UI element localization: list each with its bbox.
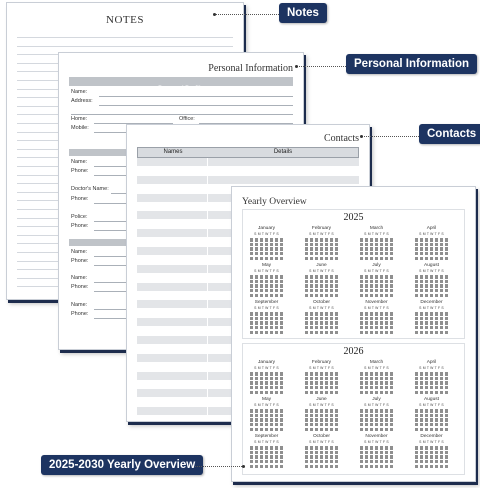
- week-row: [415, 423, 448, 426]
- month-calendar: [248, 397, 285, 432]
- day-header: S M T W T F S: [309, 269, 334, 273]
- week-row: [250, 377, 283, 380]
- month-calendar: [248, 360, 285, 395]
- month-name: December: [420, 300, 443, 305]
- callout-yearly-leader: [195, 466, 242, 467]
- week-row: [305, 294, 338, 297]
- week-row: [360, 446, 393, 449]
- contacts-row-divider: [207, 265, 208, 273]
- day-header: S M T W T F S: [419, 232, 444, 236]
- week-row: [250, 414, 283, 417]
- personal-profile-header-label: Personal Profile: [158, 86, 204, 92]
- week-row: [415, 451, 448, 454]
- month-calendar: [358, 226, 395, 261]
- week-row: [305, 326, 338, 329]
- week-row: [250, 418, 283, 421]
- week-row: [305, 386, 338, 389]
- field-police-label: Police:: [71, 214, 88, 220]
- week-row: [305, 257, 338, 260]
- month-calendar: [413, 300, 450, 335]
- month-name: January: [257, 226, 276, 231]
- week-row: [415, 446, 448, 449]
- contacts-row-divider: [207, 327, 208, 335]
- day-header: S M T W T F S: [254, 269, 279, 273]
- contacts-col-names: Names: [163, 149, 183, 155]
- month-name: July: [372, 263, 381, 268]
- week-row: [305, 247, 338, 250]
- month-calendar: [303, 397, 340, 432]
- contacts-row: [137, 158, 359, 166]
- month-name: January: [257, 360, 276, 365]
- week-row: [250, 381, 283, 384]
- contacts-row-divider: [207, 336, 208, 344]
- week-row: [305, 460, 338, 463]
- month-calendar: [303, 263, 340, 298]
- week-row: [250, 243, 283, 246]
- week-row: [250, 284, 283, 287]
- field-doctor-label: Doctor's Name:: [71, 186, 109, 192]
- week-row: [250, 409, 283, 412]
- contacts-row-divider: [207, 256, 208, 264]
- day-header: S M T W T F S: [364, 440, 389, 444]
- week-row: [305, 377, 338, 380]
- contacts-row-divider: [207, 283, 208, 291]
- week-row: [415, 326, 448, 329]
- week-row: [250, 280, 283, 283]
- week-row: [305, 312, 338, 315]
- day-header: S M T W T F S: [419, 306, 444, 310]
- callout-yearly-dot: [242, 465, 245, 468]
- week-row: [360, 386, 393, 389]
- month-calendar: [303, 434, 340, 469]
- week-row: [415, 243, 448, 246]
- month-name: October: [312, 434, 331, 439]
- week-row: [250, 465, 283, 468]
- week-row: [415, 418, 448, 421]
- week-row: [250, 451, 283, 454]
- month-calendar: [303, 360, 340, 395]
- week-row: [360, 321, 393, 324]
- contacts-row-divider: [207, 300, 208, 308]
- field-office-label: Office:: [179, 116, 195, 122]
- contacts-row-divider: [207, 167, 208, 175]
- contacts-header-row: [137, 147, 359, 158]
- month-name: April: [426, 360, 437, 365]
- contacts-row-divider: [207, 292, 208, 300]
- contacts-row-divider: [207, 247, 208, 255]
- week-row: [250, 252, 283, 255]
- month-name: March: [369, 360, 384, 365]
- day-header: S M T W T F S: [364, 269, 389, 273]
- month-name: February: [311, 226, 332, 231]
- contacts-row-divider: [207, 220, 208, 228]
- month-calendar: [358, 263, 395, 298]
- week-row: [360, 284, 393, 287]
- month-calendar: [413, 434, 450, 469]
- contacts-row-divider: [207, 211, 208, 219]
- contacts-row: [137, 167, 359, 175]
- month-calendar: [248, 434, 285, 469]
- contacts-row-divider: [207, 238, 208, 246]
- week-row: [305, 446, 338, 449]
- month-name: August: [424, 397, 439, 402]
- callout-notes-dot: [213, 13, 216, 16]
- week-row: [305, 372, 338, 375]
- week-row: [305, 238, 338, 241]
- week-row: [360, 275, 393, 278]
- week-row: [415, 331, 448, 334]
- week-row: [305, 321, 338, 324]
- contacts-row-divider: [207, 345, 208, 353]
- week-row: [305, 409, 338, 412]
- callout-notes-leader: [214, 14, 279, 15]
- week-row: [360, 317, 393, 320]
- contacts-row-divider: [207, 176, 208, 184]
- contacts-row-divider: [207, 203, 208, 211]
- week-row: [360, 451, 393, 454]
- week-row: [415, 317, 448, 320]
- week-row: [250, 247, 283, 250]
- week-row: [305, 418, 338, 421]
- field-phone6-label: Phone:: [71, 311, 89, 317]
- month-calendar: [248, 263, 285, 298]
- contacts-row-divider: [207, 194, 208, 202]
- month-name: November: [365, 300, 388, 305]
- yearly-overview-title: Yearly Overview: [242, 197, 307, 207]
- notes-line: [17, 46, 233, 47]
- field-address-label: Address:: [71, 98, 93, 104]
- week-row: [360, 372, 393, 375]
- week-row: [250, 238, 283, 241]
- contacts-row-divider: [207, 398, 208, 406]
- field-phone5-label: Phone:: [71, 284, 89, 290]
- month-name: June: [316, 263, 327, 268]
- week-row: [415, 252, 448, 255]
- field-name-label: Name:: [71, 89, 88, 95]
- month-calendar: [248, 300, 285, 335]
- field-phone4-label: Phone:: [71, 258, 89, 264]
- callout-notes: Notes: [279, 3, 327, 23]
- field-mobile-label: Mobile:: [71, 125, 89, 131]
- week-row: [305, 381, 338, 384]
- day-header: S M T W T F S: [419, 440, 444, 444]
- field-phone2-label: Phone:: [71, 196, 89, 202]
- contacts-row-divider: [207, 372, 208, 380]
- week-row: [305, 423, 338, 426]
- week-row: [360, 423, 393, 426]
- week-row: [305, 465, 338, 468]
- week-row: [415, 377, 448, 380]
- week-row: [305, 243, 338, 246]
- week-row: [250, 386, 283, 389]
- notes-line: [17, 37, 233, 38]
- day-header: S M T W T F S: [254, 232, 279, 236]
- callout-yearly-overview: 2025-2030 Yearly Overview: [41, 455, 203, 475]
- contacts-row-divider: [207, 363, 208, 371]
- month-name: April: [426, 226, 437, 231]
- week-row: [360, 252, 393, 255]
- week-row: [415, 280, 448, 283]
- week-row: [305, 252, 338, 255]
- week-row: [250, 312, 283, 315]
- week-row: [415, 414, 448, 417]
- week-row: [250, 321, 283, 324]
- day-header: S M T W T F S: [254, 366, 279, 370]
- week-row: [415, 275, 448, 278]
- week-row: [415, 465, 448, 468]
- week-row: [415, 247, 448, 250]
- month-name: September: [254, 300, 279, 305]
- week-row: [250, 326, 283, 329]
- month-calendar: [358, 300, 395, 335]
- contacts-row-divider: [207, 185, 208, 193]
- contacts-row-divider: [207, 318, 208, 326]
- week-row: [360, 414, 393, 417]
- month-name: March: [369, 226, 384, 231]
- week-row: [305, 391, 338, 394]
- week-row: [360, 377, 393, 380]
- contacts-row-divider: [207, 354, 208, 362]
- contacts-row-divider: [207, 158, 208, 166]
- week-row: [250, 275, 283, 278]
- year-block-2026: [242, 343, 465, 475]
- week-row: [360, 409, 393, 412]
- week-row: [305, 428, 338, 431]
- week-row: [360, 418, 393, 421]
- field-address-line-2: [71, 114, 293, 115]
- day-header: S M T W T F S: [254, 403, 279, 407]
- day-header: S M T W T F S: [254, 440, 279, 444]
- month-calendar: [303, 226, 340, 261]
- contacts-row-divider: [207, 407, 208, 415]
- day-header: S M T W T F S: [309, 403, 334, 407]
- month-name: October: [312, 300, 331, 305]
- week-row: [305, 414, 338, 417]
- day-header: S M T W T F S: [419, 366, 444, 370]
- contacts-row-divider: [207, 309, 208, 317]
- field-name-line: [99, 96, 293, 97]
- week-row: [360, 289, 393, 292]
- week-row: [360, 455, 393, 458]
- contacts-row-divider: [207, 274, 208, 282]
- yearly-overview-page: [231, 186, 476, 482]
- week-row: [305, 289, 338, 292]
- month-name: June: [316, 397, 327, 402]
- day-header: S M T W T F S: [254, 306, 279, 310]
- week-row: [415, 409, 448, 412]
- day-header: S M T W T F S: [309, 440, 334, 444]
- month-calendar: [303, 300, 340, 335]
- week-row: [360, 294, 393, 297]
- month-name: September: [254, 434, 279, 439]
- contacts-row-divider: [207, 229, 208, 237]
- month-calendar: [413, 263, 450, 298]
- week-row: [415, 294, 448, 297]
- field-name5-label: Name:: [71, 302, 88, 308]
- month-name: August: [424, 263, 439, 268]
- week-row: [360, 257, 393, 260]
- week-row: [415, 289, 448, 292]
- week-row: [305, 317, 338, 320]
- day-header: S M T W T F S: [419, 403, 444, 407]
- week-row: [305, 451, 338, 454]
- month-name: May: [261, 263, 272, 268]
- week-row: [415, 460, 448, 463]
- year-block-2025: [242, 209, 465, 339]
- contacts-col-details: Details: [273, 149, 293, 155]
- month-name: November: [365, 434, 388, 439]
- week-row: [415, 312, 448, 315]
- callout-personal-dot: [295, 65, 298, 68]
- week-row: [250, 294, 283, 297]
- callout-contacts: Contacts: [419, 124, 480, 144]
- week-row: [415, 381, 448, 384]
- callout-contacts-leader: [361, 136, 419, 137]
- week-row: [360, 247, 393, 250]
- contacts-row-divider: [207, 381, 208, 389]
- day-header: S M T W T F S: [364, 306, 389, 310]
- day-header: S M T W T F S: [309, 232, 334, 236]
- week-row: [360, 238, 393, 241]
- month-calendar: [413, 397, 450, 432]
- week-row: [360, 381, 393, 384]
- day-header: S M T W T F S: [364, 366, 389, 370]
- week-row: [250, 289, 283, 292]
- contacts-title: Contacts: [324, 133, 359, 144]
- callout-contacts-dot: [360, 135, 363, 138]
- week-row: [415, 455, 448, 458]
- month-calendar: [413, 360, 450, 395]
- day-header: S M T W T F S: [309, 366, 334, 370]
- week-row: [415, 284, 448, 287]
- month-calendar: [358, 434, 395, 469]
- week-row: [250, 460, 283, 463]
- personal-information-title: Personal Information: [208, 63, 293, 74]
- year-label-2025: 2025: [343, 212, 364, 223]
- week-row: [360, 326, 393, 329]
- month-calendar: [358, 397, 395, 432]
- week-row: [305, 275, 338, 278]
- week-row: [305, 284, 338, 287]
- month-name: July: [372, 397, 381, 402]
- week-row: [415, 257, 448, 260]
- week-row: [250, 372, 283, 375]
- field-phone3-label: Phone:: [71, 223, 89, 229]
- week-row: [250, 257, 283, 260]
- week-row: [305, 455, 338, 458]
- week-row: [360, 243, 393, 246]
- day-header: S M T W T F S: [419, 269, 444, 273]
- week-row: [360, 312, 393, 315]
- field-name4-label: Name:: [71, 275, 88, 281]
- month-name: February: [311, 360, 332, 365]
- week-row: [415, 372, 448, 375]
- contacts-row-divider: [207, 389, 208, 397]
- contacts-row: [137, 176, 359, 184]
- notes-title: NOTES: [106, 14, 144, 26]
- week-row: [250, 423, 283, 426]
- field-address-line: [99, 105, 293, 106]
- day-header: S M T W T F S: [364, 403, 389, 407]
- day-header: S M T W T F S: [309, 306, 334, 310]
- callout-personal-leader: [296, 66, 346, 67]
- week-row: [360, 331, 393, 334]
- month-name: May: [261, 397, 272, 402]
- week-row: [360, 280, 393, 283]
- day-header: S M T W T F S: [364, 232, 389, 236]
- month-calendar: [413, 226, 450, 261]
- week-row: [415, 391, 448, 394]
- week-row: [250, 317, 283, 320]
- year-label-2026: 2026: [343, 346, 364, 357]
- callout-personal-information: Personal Information: [346, 54, 477, 74]
- month-name: December: [420, 434, 443, 439]
- week-row: [250, 446, 283, 449]
- week-row: [415, 428, 448, 431]
- week-row: [360, 465, 393, 468]
- week-row: [250, 331, 283, 334]
- field-phone-label: Phone:: [71, 168, 89, 174]
- week-row: [415, 321, 448, 324]
- month-calendar: [248, 226, 285, 261]
- field-home-label: Home:: [71, 116, 88, 122]
- week-row: [250, 391, 283, 394]
- field-name2-label: Name:: [71, 159, 88, 165]
- week-row: [360, 391, 393, 394]
- week-row: [305, 331, 338, 334]
- week-row: [305, 280, 338, 283]
- month-calendar: [358, 360, 395, 395]
- contacts-row-divider: [207, 416, 208, 422]
- week-row: [360, 460, 393, 463]
- week-row: [360, 428, 393, 431]
- week-row: [250, 455, 283, 458]
- field-name3-label: Name:: [71, 249, 88, 255]
- week-row: [250, 428, 283, 431]
- week-row: [415, 238, 448, 241]
- week-row: [415, 386, 448, 389]
